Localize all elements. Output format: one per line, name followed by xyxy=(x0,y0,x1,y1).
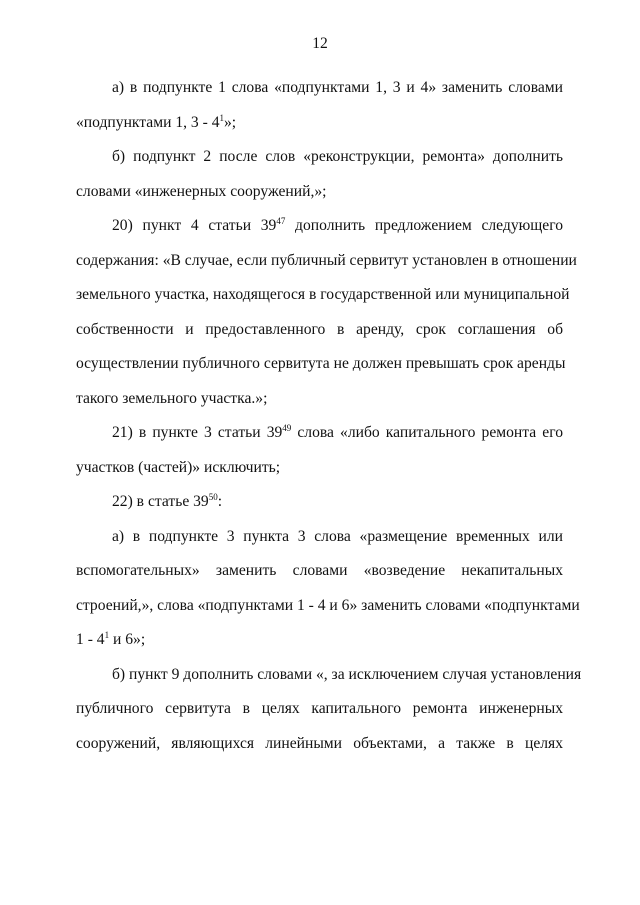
paragraph xyxy=(76,520,580,658)
text-line xyxy=(76,106,563,141)
text-segment: 21) в пункте 3 статьи 39 xyxy=(112,424,283,441)
text-segment: «подпунктами 1, 3 - 4 xyxy=(76,113,220,131)
text-line: словами «инженерных сооружений,»; xyxy=(76,182,327,200)
text-line: сооружений, являющихся линейными объектами, а также в целях xyxy=(76,734,563,752)
text-segment: 22) в статье 39 xyxy=(112,493,209,510)
text-line: такого земельного участка.»; xyxy=(76,389,268,407)
superscript: 1 xyxy=(104,630,110,640)
text-line: б) пункт 9 дополнить словами «, за исключением случая установления xyxy=(112,665,582,683)
text-segment: и 6»; xyxy=(109,631,146,648)
text-line: содержания: «В случае, если публичный сервитут установлен в отношении xyxy=(76,251,577,269)
text-line xyxy=(76,623,563,658)
text-line xyxy=(76,416,563,451)
superscript: 50 xyxy=(208,492,218,502)
text-segment: слова «либо капитального ремонта его xyxy=(291,424,563,441)
text-segment: »; xyxy=(224,113,237,131)
text-segment: 20) пункт 4 статьи 39 xyxy=(112,217,277,234)
text-segment: дополнить предложением следующего xyxy=(285,217,563,234)
text-line xyxy=(76,485,563,520)
text-line: строений,», слова «подпунктами 1 - 4 и 6» заменить словами «подпунктами xyxy=(76,596,580,614)
paragraph xyxy=(76,140,563,209)
paragraph xyxy=(76,71,563,140)
text-segment: 1 - 4 xyxy=(76,631,105,648)
text-line: собственности и предоставленного в аренду, срок соглашения об xyxy=(76,320,563,338)
text-line: а) в подпункте 1 слова «подпунктами 1, 3 и 4» заменить словами xyxy=(112,79,563,96)
text-line xyxy=(76,209,563,244)
paragraph xyxy=(76,485,563,520)
text-line: земельного участка, находящегося в государственной или муниципальной xyxy=(76,286,570,303)
text-line: а) в подпункте 3 пункта 3 слова «размещение временных или xyxy=(112,527,563,545)
text-line: вспомогательных» заменить словами «возведение некапитальных xyxy=(76,562,563,579)
superscript: 47 xyxy=(276,216,286,226)
text-line: публичного сервитута в целях капитального ремонта инженерных xyxy=(76,700,563,717)
text-line: осуществлении публичного сервитута не должен превышать срок аренды xyxy=(76,355,566,372)
page-number: 12 xyxy=(312,35,328,52)
text-line: б) подпункт 2 после слов «реконструкции, ремонта» дополнить xyxy=(112,148,563,165)
document-body xyxy=(76,71,582,761)
superscript: 49 xyxy=(282,423,292,433)
text-line: участков (частей)» исключить; xyxy=(76,458,281,476)
paragraph xyxy=(76,209,577,416)
text-segment: : xyxy=(217,493,223,510)
paragraph xyxy=(76,416,563,485)
paragraph xyxy=(76,658,582,762)
superscript: 1 xyxy=(219,112,224,123)
